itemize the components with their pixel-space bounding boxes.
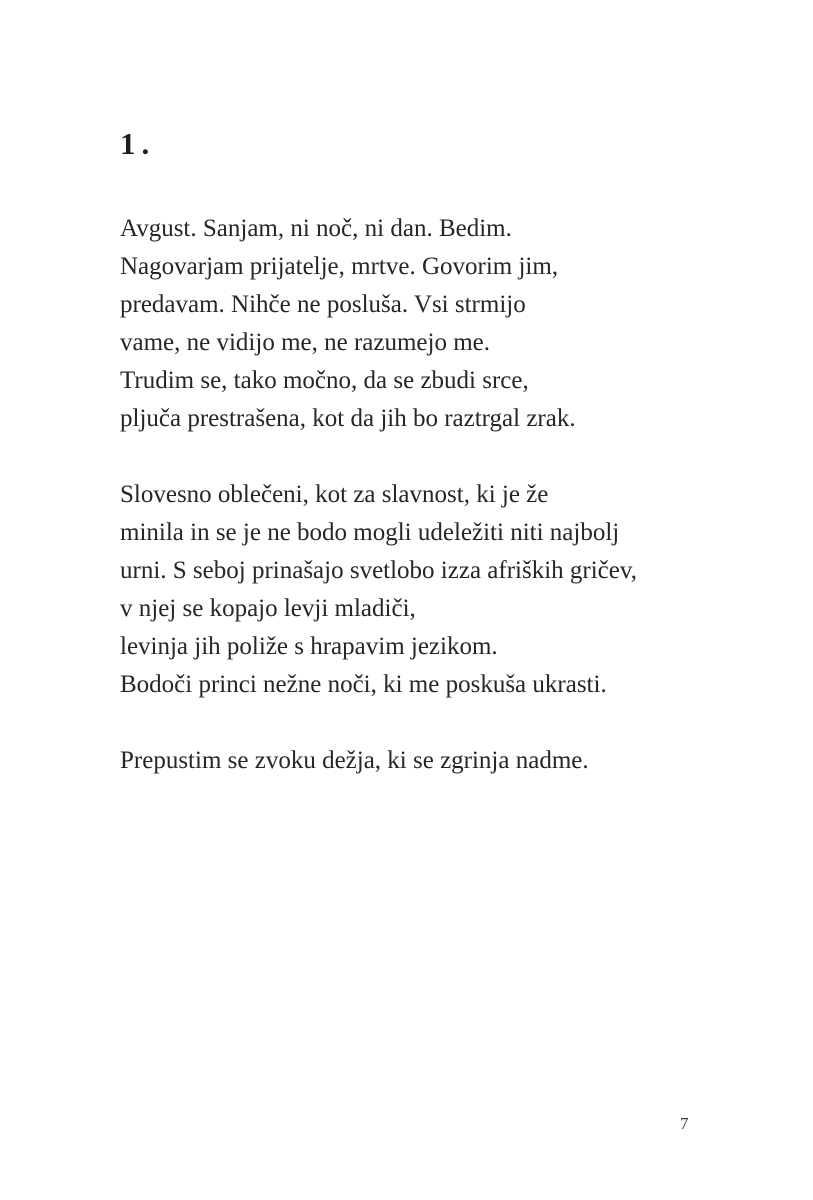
poem-line: predavam. Nihče ne posluša. Vsi strmijo xyxy=(120,291,526,318)
stanza-2 xyxy=(120,476,723,704)
page-number: 7 xyxy=(680,1114,689,1133)
poem-line: vame, ne vidijo me, ne razumejo me. xyxy=(120,329,491,356)
poem-line: v njej se kopajo levji mladiči, xyxy=(120,595,416,622)
poem-line: Slovesno oblečeni, kot za slavnost, ki je že xyxy=(120,481,549,508)
stanza-3 xyxy=(120,742,723,780)
poem-line: Nagovarjam prijatelje, mrtve. Govorim jim, xyxy=(120,253,559,280)
poem-line: levinja jih poliže s hrapavim jezikom. xyxy=(120,633,498,660)
stanza-1 xyxy=(120,210,723,438)
poem-line: Trudim se, tako močno, da se zbudi srce, xyxy=(120,367,529,394)
section-number: 1. xyxy=(120,126,156,161)
poem-line: minila in se je ne bodo mogli udeležiti niti najbolj xyxy=(120,519,620,546)
poem-line: urni. S seboj prinašajo svetlobo izza afriških gričev, xyxy=(120,557,637,584)
poem-line: Bodoči princi nežne noči, ki me poskuša ukrasti. xyxy=(120,671,607,698)
poem-line: pljuča prestrašena, kot da jih bo raztrgal zrak. xyxy=(120,405,576,432)
poem-line: Prepustim se zvoku dežja, ki se zgrinja nadme. xyxy=(120,747,589,774)
poem-content xyxy=(120,124,723,818)
poem-line: Avgust. Sanjam, ni noč, ni dan. Bedim. xyxy=(120,215,512,242)
